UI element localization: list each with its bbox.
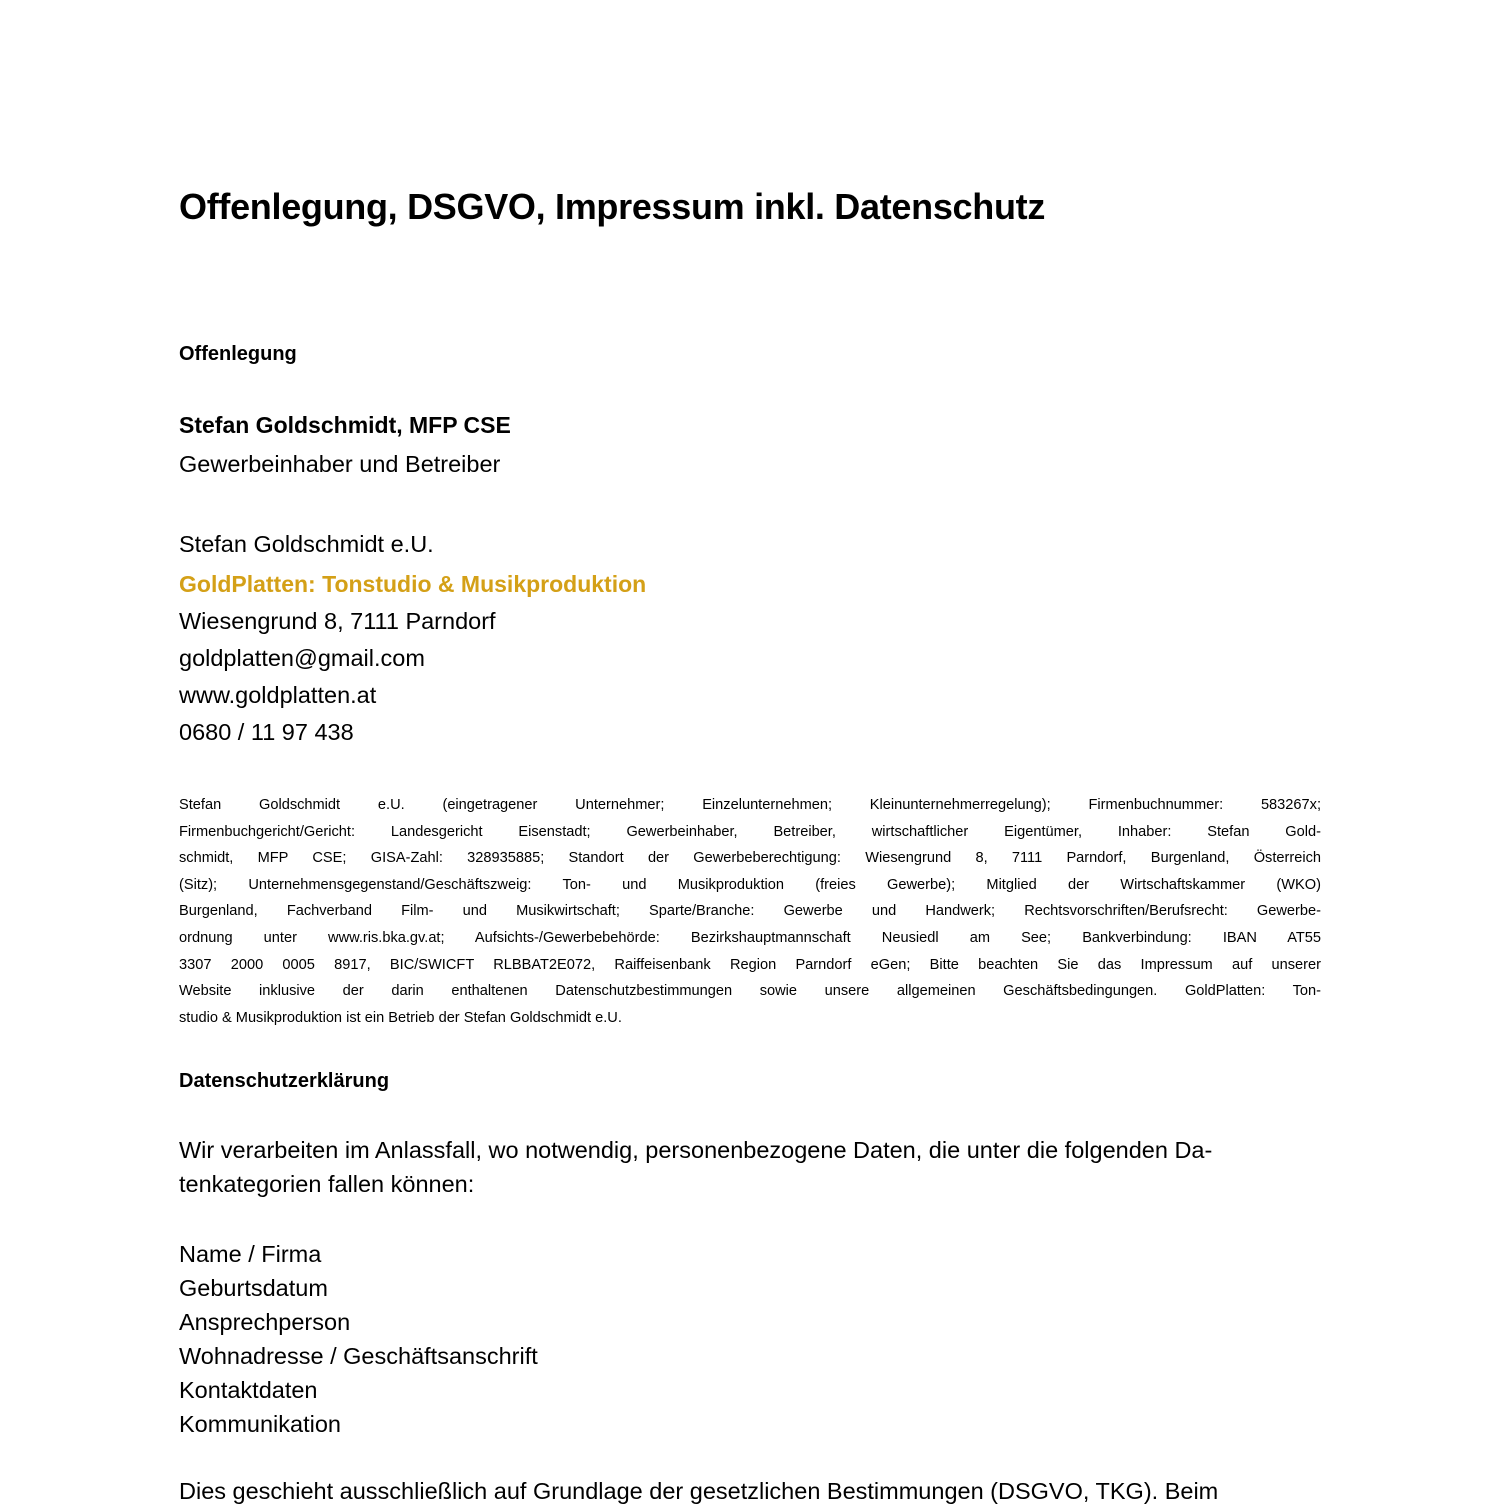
list-item: Geburtsdatum [179, 1275, 328, 1301]
data-category-list [179, 1241, 538, 1445]
legal-basis-line: Dies geschieht ausschließlich auf Grundlage der gesetzlichen Bestimmungen (DSGVO, TKG). Beim [179, 1478, 1219, 1504]
owner-role: Gewerbeinhaber und Betreiber [179, 451, 501, 477]
page-title: Offenlegung, DSGVO, Impressum inkl. Datenschutz [179, 186, 1046, 227]
section-heading-datenschutz: Datenschutzerklärung [179, 1070, 390, 1092]
address: Wiesengrund 8, 7111 Parndorf [179, 608, 496, 634]
legal-line: ordnung unter www.ris.bka.gv.at; Aufsichts-/Gewerbebehörde: Bezirkshauptmannschaft Neusiedl am See; Bankverbindung: IBAN AT55 [179, 929, 1321, 946]
list-item: Ansprechperson [179, 1309, 351, 1335]
legal-line: Website inklusive der darin enthaltenen Datenschutzbestimmungen sowie unsere allgemeinen Geschäftsbedingungen. GoldPlatten: Ton- [179, 983, 1321, 1000]
legal-line: Burgenland, Fachverband Film- und Musikwirtschaft; Sparte/Branche: Gewerbe und Handwerk; Rechtsvorschriften/Berufsrecht: Gewerbe- [179, 903, 1321, 920]
legal-line: (Sitz); Unternehmensgegenstand/Geschäftszweig: Ton- und Musikproduktion (freies Gewerbe); Mitglied der Wirtschaftskammer (WKO) [179, 876, 1321, 893]
email: goldplatten@gmail.com [179, 645, 425, 671]
list-item: Name / Firma [179, 1241, 322, 1267]
legal-line: schmidt, MFP CSE; GISA-Zahl: 328935885; Standort der Gewerbeberechtigung: Wiesengrund 8, 7111 Parndorf, Burgenland, Österreich [179, 850, 1321, 867]
brand-name: GoldPlatten: Tonstudio & Musikproduktion [179, 571, 647, 597]
intro-line: Wir verarbeiten im Anlassfall, wo notwendig, personenbezogene Daten, die unter die folgenden Da- [179, 1137, 1213, 1163]
list-item: Kontaktdaten [179, 1377, 318, 1403]
website: www.goldplatten.at [179, 682, 377, 708]
owner-name: Stefan Goldschmidt, MFP CSE [179, 412, 511, 438]
legal-line: Stefan Goldschmidt e.U. (eingetragener Unternehmer; Einzelunternehmen; Kleinunternehmerregelung); Firmenbuchnummer: 583267x; [179, 797, 1321, 813]
intro-line: tenkategorien fallen können: [179, 1171, 475, 1197]
phone: 0680 / 11 97 438 [179, 719, 354, 745]
section-heading-offenlegung: Offenlegung [179, 343, 297, 365]
legal-disclosure-paragraph [179, 792, 1321, 1031]
company-name: Stefan Goldschmidt e.U. [179, 531, 434, 557]
legal-line: studio & Musikproduktion ist ein Betrieb der Stefan Goldschmidt e.U. [179, 1009, 622, 1026]
list-item: Kommunikation [179, 1411, 341, 1437]
legal-line: Firmenbuchgericht/Gericht: Landesgericht Eisenstadt; Gewerbeinhaber, Betreiber, wirtschaftlicher Eigentümer, Inhaber: Stefan Gold- [179, 823, 1321, 840]
legal-line: 3307 2000 0005 8917, BIC/SWICFT RLBBAT2E072, Raiffeisenbank Region Parndorf eGen; Bitte beachten Sie das Impressum auf unserer [179, 956, 1321, 973]
list-item: Wohnadresse / Geschäftsanschrift [179, 1343, 538, 1369]
